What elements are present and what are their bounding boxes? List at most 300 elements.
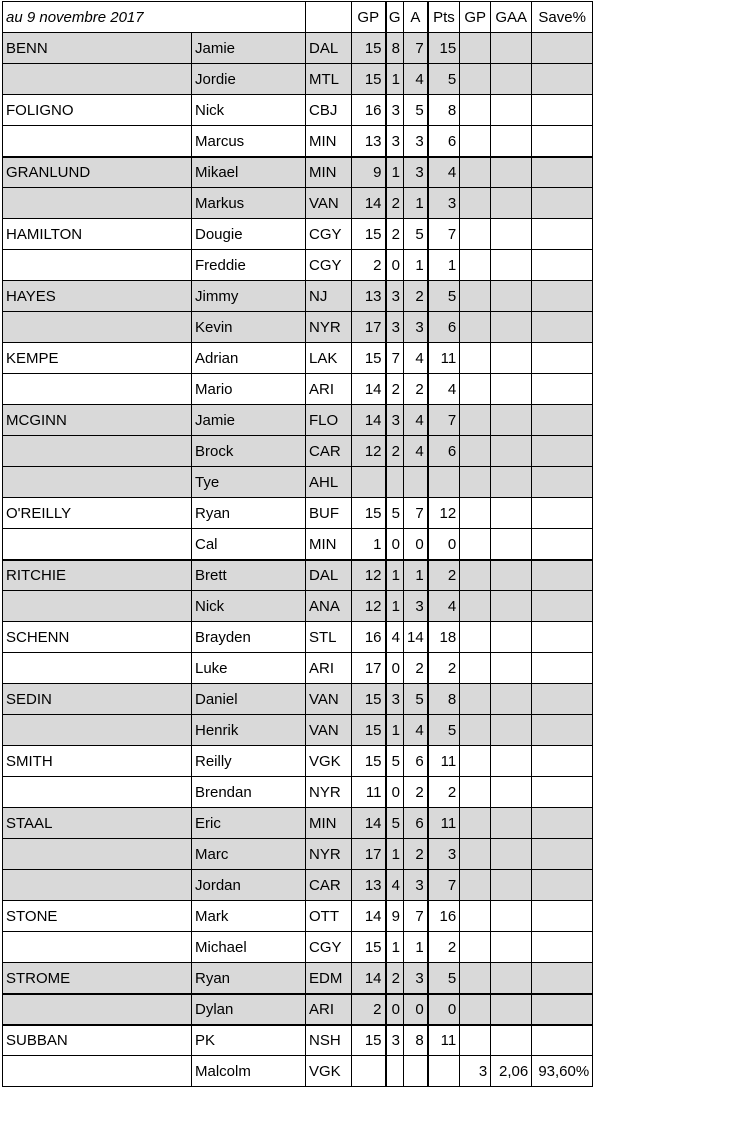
table-row [3, 1025, 593, 1056]
header-gp: GP [352, 2, 386, 33]
goals-cell: 0 [386, 777, 404, 808]
last-name-cell [3, 467, 192, 498]
table-row [3, 281, 593, 312]
goals-cell: 1 [386, 932, 404, 963]
goalie-gp-cell [460, 188, 491, 219]
games-played-cell: 15 [352, 746, 386, 777]
gaa-cell [491, 1025, 532, 1056]
table-row [3, 374, 593, 405]
first-name-cell: Brett [192, 560, 306, 591]
games-played-cell: 14 [352, 405, 386, 436]
team-cell: NYR [306, 312, 352, 343]
points-cell: 0 [428, 529, 460, 560]
games-played-cell: 1 [352, 529, 386, 560]
goalie-gp-cell [460, 715, 491, 746]
save-pct-cell [532, 374, 593, 405]
gaa-cell [491, 188, 532, 219]
points-cell: 7 [428, 405, 460, 436]
team-cell: MIN [306, 157, 352, 188]
goals-cell: 2 [386, 436, 404, 467]
assists-cell: 2 [404, 839, 428, 870]
points-cell: 6 [428, 312, 460, 343]
save-pct-cell [532, 777, 593, 808]
games-played-cell: 17 [352, 653, 386, 684]
points-cell [428, 1056, 460, 1087]
team-cell: VGK [306, 1056, 352, 1087]
assists-cell: 5 [404, 219, 428, 250]
assists-cell: 14 [404, 622, 428, 653]
games-played-cell: 2 [352, 994, 386, 1025]
save-pct-cell [532, 312, 593, 343]
goals-cell: 3 [386, 684, 404, 715]
points-cell: 0 [428, 994, 460, 1025]
header-goalie-gp: GP [460, 2, 491, 33]
points-cell: 11 [428, 343, 460, 374]
team-cell: OTT [306, 901, 352, 932]
save-pct-cell [532, 250, 593, 281]
gaa-cell [491, 901, 532, 932]
gaa-cell [491, 684, 532, 715]
goals-cell: 1 [386, 64, 404, 95]
assists-cell: 1 [404, 188, 428, 219]
gaa-cell: 2,06 [491, 1056, 532, 1087]
goalie-gp-cell [460, 560, 491, 591]
first-name-cell: Markus [192, 188, 306, 219]
points-cell: 18 [428, 622, 460, 653]
last-name-cell [3, 653, 192, 684]
games-played-cell: 12 [352, 560, 386, 591]
assists-cell: 3 [404, 157, 428, 188]
first-name-cell: Brayden [192, 622, 306, 653]
save-pct-cell [532, 560, 593, 591]
goalie-gp-cell [460, 343, 491, 374]
last-name-cell [3, 436, 192, 467]
gaa-cell [491, 157, 532, 188]
goals-cell: 0 [386, 994, 404, 1025]
goals-cell: 3 [386, 405, 404, 436]
save-pct-cell [532, 529, 593, 560]
last-name-cell [3, 126, 192, 157]
points-cell: 5 [428, 715, 460, 746]
team-cell: MIN [306, 126, 352, 157]
team-cell: CAR [306, 436, 352, 467]
last-name-cell [3, 312, 192, 343]
goals-cell: 3 [386, 281, 404, 312]
table-row [3, 33, 593, 64]
goals-cell: 2 [386, 963, 404, 994]
assists-cell [404, 1056, 428, 1087]
gaa-cell [491, 870, 532, 901]
last-name-cell: STAAL [3, 808, 192, 839]
first-name-cell: Nick [192, 95, 306, 126]
first-name-cell: Jamie [192, 33, 306, 64]
assists-cell: 2 [404, 281, 428, 312]
save-pct-cell [532, 808, 593, 839]
table-row [3, 157, 593, 188]
goalie-gp-cell [460, 157, 491, 188]
team-cell: FLO [306, 405, 352, 436]
header-save-pct: Save% [532, 2, 593, 33]
table-row [3, 901, 593, 932]
last-name-cell: RITCHIE [3, 560, 192, 591]
games-played-cell: 2 [352, 250, 386, 281]
goals-cell: 4 [386, 870, 404, 901]
games-played-cell: 15 [352, 684, 386, 715]
team-cell: VAN [306, 684, 352, 715]
goalie-gp-cell [460, 653, 491, 684]
first-name-cell: Ryan [192, 498, 306, 529]
goalie-gp-cell [460, 498, 491, 529]
last-name-cell [3, 188, 192, 219]
assists-cell: 0 [404, 994, 428, 1025]
goals-cell: 7 [386, 343, 404, 374]
save-pct-cell: 93,60% [532, 1056, 593, 1087]
gaa-cell [491, 95, 532, 126]
save-pct-cell [532, 715, 593, 746]
goalie-gp-cell [460, 932, 491, 963]
table-row [3, 498, 593, 529]
goals-cell: 1 [386, 839, 404, 870]
team-cell: DAL [306, 33, 352, 64]
assists-cell: 4 [404, 343, 428, 374]
date-label: au 9 novembre 2017 [3, 2, 306, 33]
save-pct-cell [532, 622, 593, 653]
header-g: G [386, 2, 404, 33]
team-cell: STL [306, 622, 352, 653]
team-cell: MTL [306, 64, 352, 95]
last-name-cell: KEMPE [3, 343, 192, 374]
first-name-cell: Cal [192, 529, 306, 560]
assists-cell: 8 [404, 1025, 428, 1056]
gaa-cell [491, 932, 532, 963]
team-cell: EDM [306, 963, 352, 994]
games-played-cell: 13 [352, 126, 386, 157]
gaa-cell [491, 343, 532, 374]
last-name-cell: FOLIGNO [3, 95, 192, 126]
goals-cell: 4 [386, 622, 404, 653]
first-name-cell: Jordan [192, 870, 306, 901]
assists-cell: 2 [404, 653, 428, 684]
last-name-cell [3, 591, 192, 622]
points-cell: 12 [428, 498, 460, 529]
save-pct-cell [532, 870, 593, 901]
team-cell: CGY [306, 219, 352, 250]
gaa-cell [491, 560, 532, 591]
goalie-gp-cell [460, 126, 491, 157]
last-name-cell: SMITH [3, 746, 192, 777]
team-cell: DAL [306, 560, 352, 591]
last-name-cell: SUBBAN [3, 1025, 192, 1056]
save-pct-cell [532, 219, 593, 250]
gaa-cell [491, 622, 532, 653]
assists-cell: 2 [404, 374, 428, 405]
goals-cell: 5 [386, 808, 404, 839]
table-row [3, 777, 593, 808]
player-rows [3, 33, 593, 1087]
assists-cell: 6 [404, 808, 428, 839]
table-row [3, 622, 593, 653]
goals-cell: 5 [386, 746, 404, 777]
team-cell: ARI [306, 994, 352, 1025]
gaa-cell [491, 653, 532, 684]
last-name-cell [3, 870, 192, 901]
last-name-cell: STROME [3, 963, 192, 994]
last-name-cell: HAMILTON [3, 219, 192, 250]
first-name-cell: Malcolm [192, 1056, 306, 1087]
goals-cell: 1 [386, 591, 404, 622]
games-played-cell: 17 [352, 312, 386, 343]
first-name-cell: Jimmy [192, 281, 306, 312]
team-cell: ANA [306, 591, 352, 622]
points-cell: 1 [428, 250, 460, 281]
last-name-cell: O'REILLY [3, 498, 192, 529]
goalie-gp-cell [460, 405, 491, 436]
save-pct-cell [532, 157, 593, 188]
last-name-cell [3, 64, 192, 95]
points-cell: 5 [428, 963, 460, 994]
team-cell: NYR [306, 777, 352, 808]
goalie-gp-cell [460, 777, 491, 808]
games-played-cell: 16 [352, 95, 386, 126]
games-played-cell: 15 [352, 715, 386, 746]
first-name-cell: Henrik [192, 715, 306, 746]
goals-cell: 3 [386, 126, 404, 157]
save-pct-cell [532, 467, 593, 498]
header-team-cell [306, 2, 352, 33]
save-pct-cell [532, 498, 593, 529]
last-name-cell [3, 994, 192, 1025]
first-name-cell: Jordie [192, 64, 306, 95]
save-pct-cell [532, 901, 593, 932]
table-row [3, 95, 593, 126]
team-cell: AHL [306, 467, 352, 498]
team-cell: VGK [306, 746, 352, 777]
last-name-cell: MCGINN [3, 405, 192, 436]
points-cell: 6 [428, 436, 460, 467]
goals-cell: 1 [386, 560, 404, 591]
points-cell: 8 [428, 95, 460, 126]
table-row [3, 1056, 593, 1087]
team-cell: BUF [306, 498, 352, 529]
points-cell: 11 [428, 746, 460, 777]
first-name-cell: Michael [192, 932, 306, 963]
assists-cell: 7 [404, 498, 428, 529]
save-pct-cell [532, 188, 593, 219]
points-cell [428, 467, 460, 498]
games-played-cell [352, 1056, 386, 1087]
team-cell: NSH [306, 1025, 352, 1056]
gaa-cell [491, 715, 532, 746]
first-name-cell: Dougie [192, 219, 306, 250]
first-name-cell: Adrian [192, 343, 306, 374]
assists-cell: 4 [404, 715, 428, 746]
save-pct-cell [532, 994, 593, 1025]
games-played-cell: 15 [352, 932, 386, 963]
points-cell: 5 [428, 281, 460, 312]
games-played-cell: 14 [352, 808, 386, 839]
first-name-cell: Mark [192, 901, 306, 932]
assists-cell: 3 [404, 963, 428, 994]
goalie-gp-cell [460, 250, 491, 281]
save-pct-cell [532, 591, 593, 622]
games-played-cell: 16 [352, 622, 386, 653]
team-cell: CAR [306, 870, 352, 901]
table-row [3, 467, 593, 498]
table-row [3, 219, 593, 250]
first-name-cell: Jamie [192, 405, 306, 436]
last-name-cell: SEDIN [3, 684, 192, 715]
last-name-cell: BENN [3, 33, 192, 64]
save-pct-cell [532, 343, 593, 374]
games-played-cell: 14 [352, 374, 386, 405]
last-name-cell [3, 250, 192, 281]
games-played-cell: 15 [352, 498, 386, 529]
table-row [3, 870, 593, 901]
points-cell: 2 [428, 653, 460, 684]
goals-cell: 3 [386, 1025, 404, 1056]
team-cell: CBJ [306, 95, 352, 126]
assists-cell: 7 [404, 33, 428, 64]
last-name-cell: GRANLUND [3, 157, 192, 188]
gaa-cell [491, 374, 532, 405]
gaa-cell [491, 839, 532, 870]
points-cell: 7 [428, 219, 460, 250]
save-pct-cell [532, 839, 593, 870]
points-cell: 3 [428, 839, 460, 870]
gaa-cell [491, 126, 532, 157]
points-cell: 2 [428, 932, 460, 963]
table-row [3, 560, 593, 591]
goalie-gp-cell [460, 374, 491, 405]
first-name-cell: Kevin [192, 312, 306, 343]
goalie-gp-cell [460, 994, 491, 1025]
table-row [3, 715, 593, 746]
games-played-cell: 15 [352, 64, 386, 95]
points-cell: 2 [428, 560, 460, 591]
goals-cell: 0 [386, 250, 404, 281]
team-cell: MIN [306, 529, 352, 560]
assists-cell: 4 [404, 405, 428, 436]
games-played-cell: 12 [352, 436, 386, 467]
games-played-cell: 13 [352, 870, 386, 901]
team-cell: VAN [306, 715, 352, 746]
table-row [3, 994, 593, 1025]
goalie-gp-cell [460, 33, 491, 64]
last-name-cell: SCHENN [3, 622, 192, 653]
assists-cell: 5 [404, 684, 428, 715]
games-played-cell: 14 [352, 901, 386, 932]
goals-cell: 2 [386, 374, 404, 405]
save-pct-cell [532, 405, 593, 436]
assists-cell: 4 [404, 436, 428, 467]
goalie-gp-cell [460, 529, 491, 560]
table-row [3, 839, 593, 870]
games-played-cell [352, 467, 386, 498]
header-row [3, 2, 593, 33]
games-played-cell: 12 [352, 591, 386, 622]
goals-cell: 9 [386, 901, 404, 932]
first-name-cell: Dylan [192, 994, 306, 1025]
save-pct-cell [532, 932, 593, 963]
first-name-cell: Mario [192, 374, 306, 405]
goalie-gp-cell: 3 [460, 1056, 491, 1087]
goals-cell: 2 [386, 188, 404, 219]
save-pct-cell [532, 436, 593, 467]
table-row [3, 808, 593, 839]
goalie-gp-cell [460, 467, 491, 498]
goalie-gp-cell [460, 870, 491, 901]
first-name-cell: Ryan [192, 963, 306, 994]
goals-cell: 8 [386, 33, 404, 64]
last-name-cell [3, 374, 192, 405]
last-name-cell [3, 932, 192, 963]
first-name-cell: Daniel [192, 684, 306, 715]
team-cell: MIN [306, 808, 352, 839]
gaa-cell [491, 64, 532, 95]
team-cell: NJ [306, 281, 352, 312]
games-played-cell: 15 [352, 33, 386, 64]
stats-spreadsheet [2, 1, 593, 1087]
table-row [3, 436, 593, 467]
goalie-gp-cell [460, 746, 491, 777]
header-gaa: GAA [491, 2, 532, 33]
points-cell: 6 [428, 126, 460, 157]
points-cell: 16 [428, 901, 460, 932]
games-played-cell: 11 [352, 777, 386, 808]
assists-cell: 3 [404, 312, 428, 343]
games-played-cell: 13 [352, 281, 386, 312]
save-pct-cell [532, 95, 593, 126]
goals-cell: 0 [386, 653, 404, 684]
assists-cell: 5 [404, 95, 428, 126]
first-name-cell: Brock [192, 436, 306, 467]
save-pct-cell [532, 281, 593, 312]
first-name-cell: Marc [192, 839, 306, 870]
team-cell: CGY [306, 932, 352, 963]
gaa-cell [491, 994, 532, 1025]
first-name-cell: Eric [192, 808, 306, 839]
first-name-cell: Freddie [192, 250, 306, 281]
first-name-cell: Marcus [192, 126, 306, 157]
header-pts: Pts [428, 2, 460, 33]
points-cell: 3 [428, 188, 460, 219]
gaa-cell [491, 33, 532, 64]
points-cell: 7 [428, 870, 460, 901]
save-pct-cell [532, 64, 593, 95]
table-row [3, 591, 593, 622]
last-name-cell [3, 529, 192, 560]
goalie-gp-cell [460, 963, 491, 994]
gaa-cell [491, 436, 532, 467]
assists-cell: 1 [404, 560, 428, 591]
assists-cell: 0 [404, 529, 428, 560]
goals-cell: 1 [386, 157, 404, 188]
games-played-cell: 14 [352, 188, 386, 219]
table-row [3, 684, 593, 715]
goalie-gp-cell [460, 64, 491, 95]
gaa-cell [491, 467, 532, 498]
table-row [3, 188, 593, 219]
goalie-gp-cell [460, 219, 491, 250]
gaa-cell [491, 746, 532, 777]
table-row [3, 653, 593, 684]
goals-cell: 0 [386, 529, 404, 560]
assists-cell: 6 [404, 746, 428, 777]
save-pct-cell [532, 684, 593, 715]
goalie-gp-cell [460, 808, 491, 839]
goals-cell: 3 [386, 312, 404, 343]
gaa-cell [491, 250, 532, 281]
